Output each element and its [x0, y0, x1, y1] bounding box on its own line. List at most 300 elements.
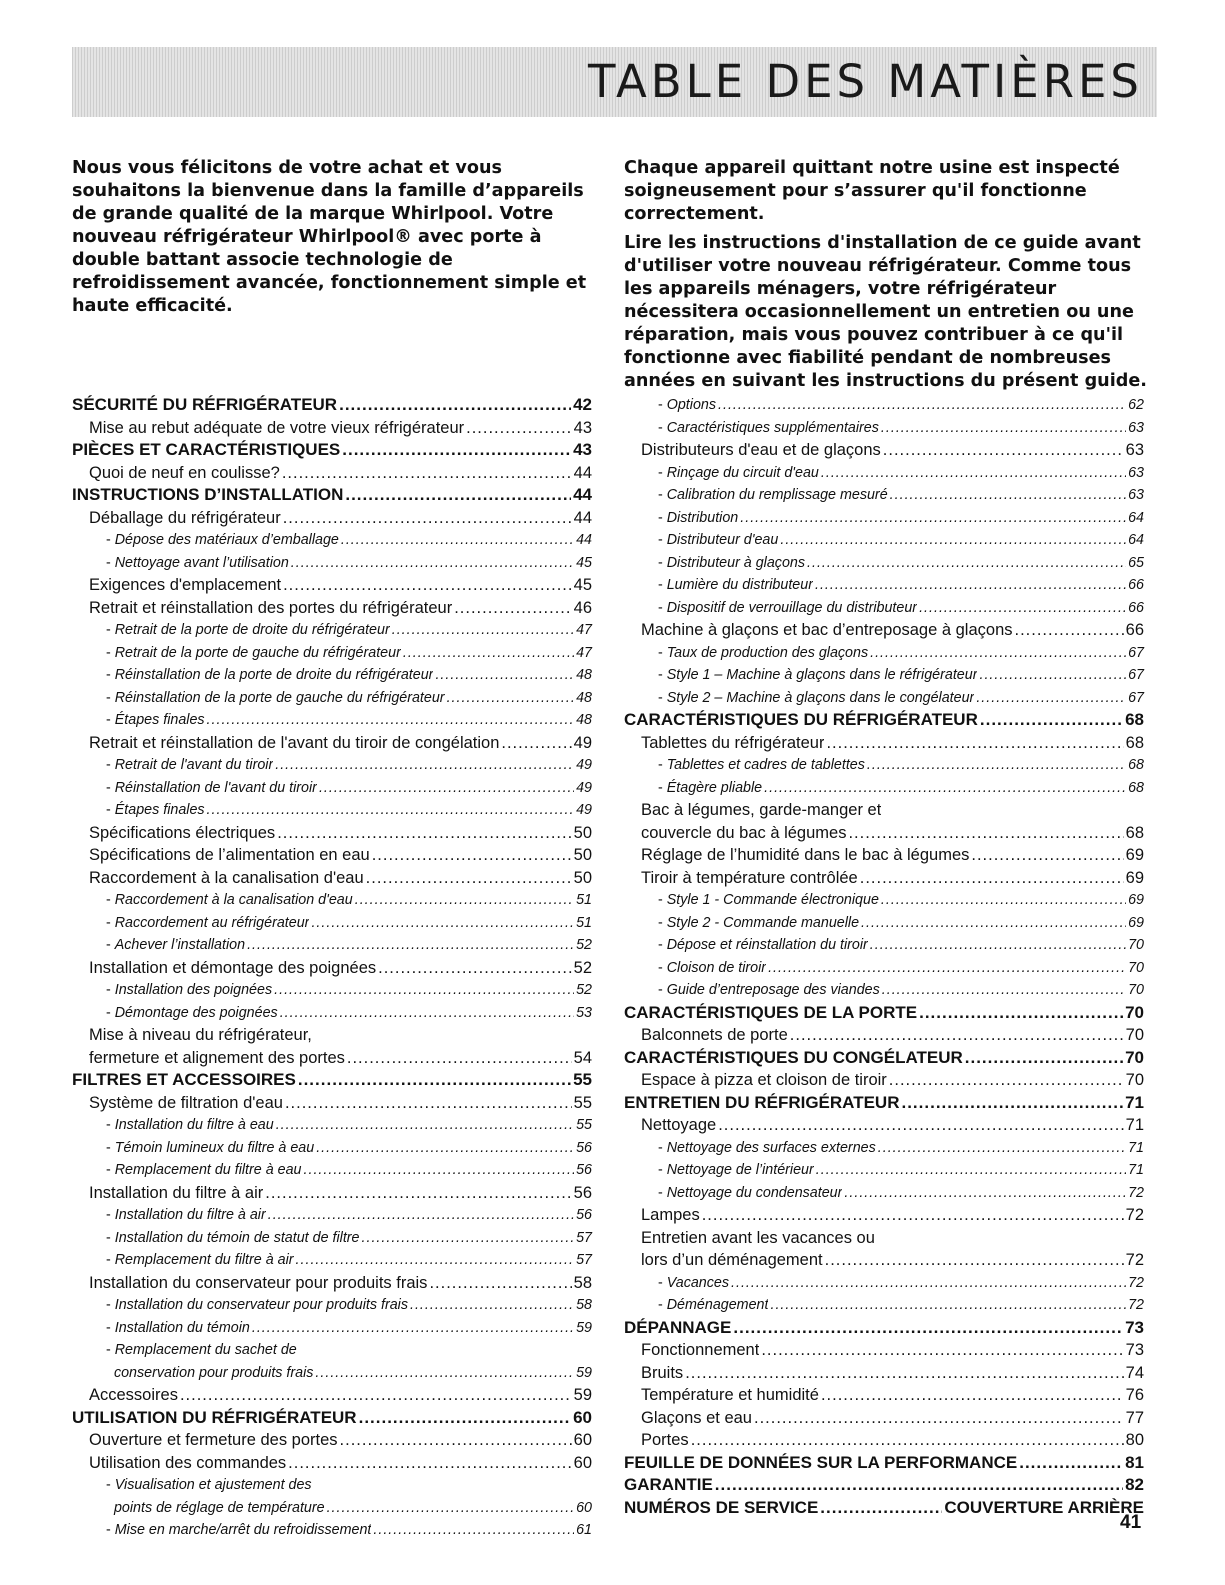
toc-subentry — [624, 934, 1144, 957]
toc-entry-page: 56 — [576, 1139, 592, 1156]
toc-dot-leader — [733, 1317, 1123, 1340]
toc-subentry — [624, 1182, 1144, 1205]
toc-entry-page: 72 — [1128, 1274, 1144, 1291]
toc-entry — [72, 844, 592, 867]
toc-entry-page: 71 — [1125, 1116, 1144, 1134]
toc-subentry — [72, 619, 592, 642]
toc-dot-leader — [207, 799, 575, 822]
toc-entry-page: 71 — [1128, 1139, 1144, 1156]
toc-entry-page: 50 — [573, 846, 592, 864]
toc-dot-leader — [691, 1429, 1124, 1452]
toc-dot-leader — [821, 1384, 1124, 1407]
toc-entry — [624, 1384, 1144, 1407]
toc-entry-page: 61 — [576, 1522, 592, 1538]
toc-entry-page: 59 — [576, 1319, 592, 1336]
toc-entry-page: 42 — [573, 395, 592, 414]
toc-dot-leader — [403, 642, 574, 665]
toc-entry-title: - Dépose et réinstallation du tiroir — [658, 934, 868, 957]
toc-dot-leader — [718, 1114, 1123, 1137]
toc-dot-leader — [761, 1339, 1123, 1362]
toc-dot-leader — [768, 957, 1126, 980]
toc-subentry — [72, 777, 592, 800]
toc-entry-page: 48 — [576, 667, 592, 683]
toc-dot-leader — [901, 1092, 1123, 1115]
toc-entry-title: Déballage du réfrigérateur — [89, 508, 281, 527]
toc-dot-leader — [702, 1204, 1124, 1227]
toc-dot-leader — [820, 1497, 942, 1520]
toc-subentry — [72, 1002, 592, 1025]
toc-entry-page: 76 — [1125, 1386, 1144, 1404]
toc-dot-leader — [919, 597, 1126, 620]
toc-entry-title: - Installation du témoin — [106, 1317, 250, 1340]
toc-subentry — [72, 934, 592, 957]
toc-subentry — [624, 754, 1144, 777]
toc-entry-page: 43 — [573, 418, 592, 437]
toc-entry-title: - Étapes finales — [106, 799, 205, 822]
toc-dot-leader — [342, 439, 571, 462]
toc-entry-page: 56 — [576, 1207, 592, 1223]
toc-entry-page: 70 — [1125, 1047, 1144, 1067]
toc-subentry — [624, 687, 1144, 710]
toc-dot-leader — [298, 1069, 571, 1092]
toc-section-heading — [624, 1047, 1144, 1070]
toc-entry-title: Installation et démontage des poignées — [89, 958, 377, 977]
toc-dot-leader — [291, 552, 574, 575]
toc-subentry — [72, 1317, 592, 1340]
toc-entry-title: NUMÉROS DE SERVICE — [624, 1497, 819, 1517]
toc-dot-leader — [372, 844, 572, 867]
toc-entry-title: GARANTIE — [624, 1475, 713, 1494]
toc-entry-title: - Remplacement du sachet de — [106, 1339, 297, 1362]
toc-entry-page: 67 — [1128, 644, 1144, 661]
toc-entry-title: - Nettoyage de l’intérieur — [658, 1159, 814, 1182]
toc-subentry — [72, 1137, 592, 1160]
toc-section-heading — [624, 1474, 1144, 1497]
toc-entry-page: 64 — [1128, 532, 1144, 548]
toc-entry-title: Mise au rebut adéquate de votre vieux réfrigérateur — [89, 418, 465, 437]
toc-entry-page: 44 — [573, 508, 592, 527]
toc-entry-title: - Style 1 - Commande électronique — [658, 889, 879, 912]
toc-entry-title: - Remplacement du filtre à air — [106, 1249, 294, 1272]
toc-subentry — [72, 552, 592, 575]
toc-dot-leader — [870, 934, 1126, 957]
toc-dot-leader — [780, 529, 1126, 552]
toc-entry-title: Portes — [641, 1431, 689, 1449]
toc-subentry — [72, 979, 592, 1002]
toc-entry-page: 52 — [576, 982, 592, 998]
toc-dot-leader — [454, 597, 571, 620]
toc-dot-leader — [685, 1362, 1123, 1385]
toc-entry-page: 67 — [1128, 667, 1144, 683]
toc-entry-title: - Visualisation et ajustement des — [106, 1474, 312, 1497]
toc-entry-page: COUVERTURE ARRIÈRE — [944, 1497, 1144, 1517]
toc-dot-leader — [366, 867, 572, 890]
toc-entry-title: - Installation des poignées — [106, 979, 272, 1002]
toc-dot-leader — [715, 1474, 1123, 1497]
toc-entry-page: 49 — [576, 779, 592, 796]
toc-entry-title: couvercle du bac à légumes — [641, 823, 847, 842]
toc-entry-title: conservation pour produits frais — [113, 1364, 314, 1381]
toc-entry — [72, 507, 592, 530]
toc-subentry — [72, 709, 592, 732]
toc-entry-title: - Déménagement — [658, 1294, 768, 1317]
toc-dot-leader — [860, 867, 1124, 890]
toc-entry-title: - Distribution — [658, 507, 738, 530]
toc-entry-page: 70 — [1125, 1002, 1144, 1022]
toc-entry-page: 59 — [573, 1386, 592, 1404]
toc-entry-page: 71 — [1125, 1092, 1144, 1112]
toc-entry-title: - Dépose des matériaux d’emballage — [106, 529, 339, 552]
toc-entry-page: 66 — [1128, 577, 1144, 593]
toc-entry-page: 64 — [1128, 509, 1144, 526]
toc-entry — [624, 1114, 1144, 1137]
toc-subentry — [72, 1159, 592, 1182]
toc-subentry — [72, 642, 592, 665]
toc-dot-leader — [790, 1024, 1124, 1047]
toc-entry-page: 55 — [576, 1117, 592, 1133]
toc-entry-title: - Caractéristiques supplémentaires — [658, 417, 879, 440]
toc-entry-title: Installation du conservateur pour produits frais — [89, 1273, 428, 1292]
toc-entry-title: - Installation du témoin de statut de filtre — [106, 1227, 360, 1250]
toc-entry-title: fermeture et alignement des portes — [89, 1048, 345, 1067]
toc-entry-title: Espace à pizza et cloison de tiroir — [641, 1071, 887, 1089]
toc-entry — [72, 732, 592, 755]
toc-dot-leader — [311, 912, 574, 935]
toc-entry-page: 58 — [576, 1297, 592, 1313]
toc-entry-title: - Tablettes et cadres de tablettes — [658, 754, 865, 777]
toc-entry-page: 69 — [1128, 914, 1144, 931]
toc-subentry — [624, 979, 1144, 1002]
toc-dot-leader — [867, 754, 1126, 777]
toc-entry-title: Tiroir à température contrôlée — [641, 868, 858, 887]
toc-entry-title: Retrait et réinstallation des portes du réfrigérateur — [89, 598, 453, 617]
toc-entry-page: 44 — [573, 463, 592, 482]
toc-subentry — [624, 1272, 1144, 1295]
toc-entry — [624, 1362, 1144, 1385]
toc-dot-leader — [844, 1182, 1126, 1205]
toc-entry-title: PIÈCES ET CARACTÉRISTIQUES — [72, 440, 341, 459]
toc-dot-leader — [315, 1362, 574, 1385]
toc-dot-leader — [764, 777, 1126, 800]
toc-entry-page: 68 — [1128, 757, 1144, 773]
toc-dot-leader — [345, 484, 571, 507]
toc-dot-leader — [848, 822, 1123, 845]
toc-dot-leader — [429, 1272, 571, 1295]
toc-dot-leader — [252, 1317, 574, 1340]
toc-entry-page: 65 — [1128, 554, 1144, 571]
toc-dot-leader — [825, 1249, 1124, 1272]
toc-dot-leader — [275, 754, 574, 777]
toc-dot-leader — [740, 507, 1126, 530]
toc-subentry — [624, 417, 1144, 440]
toc-entry-page: 44 — [573, 485, 592, 504]
toc-entry-page: 68 — [1125, 823, 1144, 842]
toc-dot-leader — [976, 687, 1126, 710]
toc-entry-title: - Rinçage du circuit d'eau — [658, 462, 819, 485]
toc-subentry — [624, 1137, 1144, 1160]
toc-dot-leader — [280, 1002, 574, 1025]
toc-dot-leader — [327, 1497, 575, 1520]
toc-entry-title: - Installation du conservateur pour produits frais — [106, 1294, 408, 1317]
toc-entry-title: - Vacances — [658, 1272, 729, 1295]
toc-dot-leader — [283, 507, 572, 530]
toc-entry-title: Installation du filtre à air — [89, 1183, 264, 1202]
toc-dot-leader — [731, 1272, 1126, 1295]
toc-entry — [624, 1069, 1144, 1092]
toc-dot-leader — [979, 664, 1126, 687]
toc-dot-leader — [881, 889, 1126, 912]
toc-entry-page: 63 — [1125, 441, 1144, 459]
toc-entry-page: 48 — [576, 689, 592, 706]
toc-dot-leader — [466, 417, 572, 440]
toc-entry-page: 43 — [573, 440, 592, 459]
toc-dot-leader — [965, 1047, 1123, 1070]
toc-dot-leader — [359, 1407, 571, 1430]
toc-subentry — [624, 484, 1144, 507]
toc-entry — [72, 1182, 592, 1205]
toc-entry-page: 50 — [573, 823, 592, 842]
toc-dot-leader — [919, 1002, 1123, 1025]
toc-entry-title: - Retrait de la porte de gauche du réfrigérateur — [106, 642, 401, 665]
toc-entry-title: Bac à légumes, garde-manger et — [641, 801, 882, 819]
toc-entry-page: 49 — [573, 733, 592, 752]
toc-entry-page: 72 — [1125, 1206, 1144, 1224]
toc-entry — [72, 1272, 592, 1295]
toc-subentry — [72, 754, 592, 777]
toc-subentry — [72, 1227, 592, 1250]
toc-entry-title: - Retrait de l'avant du tiroir — [106, 754, 273, 777]
toc-dot-leader — [340, 1429, 572, 1452]
toc-entry-title: - Mise en marche/arrêt du refroidissement — [106, 1519, 371, 1542]
toc-dot-leader — [821, 462, 1126, 485]
toc-dot-leader — [881, 417, 1126, 440]
toc-dot-leader — [501, 732, 571, 755]
toc-entry — [624, 844, 1144, 867]
toc-entry-title: Raccordement à la canalisation d'eau — [89, 868, 364, 887]
toc-entry-page: 71 — [1128, 1162, 1144, 1178]
toc-dot-leader — [807, 552, 1126, 575]
toc-dot-leader — [882, 979, 1126, 1002]
toc-section-heading — [624, 1092, 1144, 1115]
toc-entry-title: INSTRUCTIONS D’INSTALLATION — [72, 485, 344, 504]
toc-entry-title: - Calibration du remplissage mesuré — [658, 484, 888, 507]
toc-entry-page: 52 — [573, 958, 592, 977]
toc-entry — [624, 1339, 1144, 1362]
toc-entry-title: Distributeurs d'eau et de glaçons — [641, 441, 881, 459]
toc-entry-title: - Achever l’installation — [106, 934, 245, 957]
toc-entry-page: 57 — [576, 1252, 592, 1268]
toc-subentry — [72, 1362, 592, 1385]
toc-entry-page: 68 — [1128, 779, 1144, 796]
toc-entry-title: CARACTÉRISTIQUES DU CONGÉLATEUR — [624, 1047, 963, 1067]
toc-entry-page: 45 — [576, 554, 592, 571]
toc-entry-title: lors d’un déménagement — [641, 1251, 823, 1269]
toc-entry-title: Entretien avant les vacances ou — [641, 1228, 875, 1247]
toc-subentry — [624, 394, 1144, 417]
toc-subentry — [624, 1294, 1144, 1317]
toc-entry-title: Spécifications électriques — [89, 823, 276, 842]
toc-dot-leader — [319, 777, 574, 800]
toc-entry-page: 72 — [1128, 1184, 1144, 1201]
toc-entry — [624, 732, 1144, 755]
toc-entry-title: - Installation du filtre à eau — [106, 1114, 274, 1137]
toc-entry-title: - Démontage des poignées — [106, 1002, 278, 1025]
toc-entry-page: 51 — [576, 892, 592, 908]
toc-entry-title: Exigences d'emplacement — [89, 576, 282, 594]
toc-dot-leader — [355, 889, 574, 912]
toc-entry-page: 63 — [1128, 419, 1144, 436]
toc-subentry — [624, 912, 1144, 935]
toc-section-heading — [72, 394, 592, 417]
toc-entry-title: - Étapes finales — [106, 709, 205, 732]
toc-entry-page: 70 — [1128, 937, 1144, 953]
toc-entry-page: 72 — [1125, 1251, 1144, 1269]
toc-entry-page: 56 — [576, 1162, 592, 1178]
intro-welcome-paragraph: Nous vous félicitons de votre achat et vous souhaitons la bienvenue dans la famille d’appareils de grande qualité de la marque Whirlpool. Votre nouveau réfrigérateur Whirlpool® avec porte à double battant associe technologie de refroidissement avancée, fonctionnement simple et haute efficacité. — [72, 158, 587, 316]
toc-subentry — [72, 889, 592, 912]
toc-entry — [624, 439, 1144, 462]
toc-dot-leader — [247, 934, 574, 957]
toc-entry-page: 68 — [1125, 710, 1144, 729]
toc-entry — [72, 1452, 592, 1475]
toc-dot-leader — [815, 574, 1126, 597]
toc-entry-page: 58 — [573, 1273, 592, 1292]
toc-entry — [72, 462, 592, 485]
toc-entry-title: CARACTÉRISTIQUES DE LA PORTE — [624, 1002, 918, 1022]
toc-entry — [624, 799, 1144, 822]
toc-entry-page: 70 — [1128, 982, 1144, 998]
toc-dot-leader — [373, 1519, 574, 1542]
toc-dot-leader — [435, 664, 574, 687]
toc-subentry — [72, 1519, 592, 1542]
toc-dot-leader — [754, 1407, 1124, 1430]
toc-entry-title: - Style 2 – Machine à glaçons dans le congélateur — [658, 687, 974, 710]
toc-entry-title: Mise à niveau du réfrigérateur, — [89, 1026, 312, 1044]
toc-entry — [72, 822, 592, 845]
toc-subentry — [72, 529, 592, 552]
toc-entry — [72, 957, 592, 980]
toc-entry-page: 59 — [576, 1364, 592, 1381]
toc-entry-page: 69 — [1128, 892, 1144, 908]
toc-entry-page: 73 — [1125, 1341, 1144, 1359]
toc-entry-page: 63 — [1128, 464, 1144, 481]
toc-entry-page: 51 — [576, 914, 592, 931]
toc-entry-page: 47 — [576, 622, 592, 638]
toc-subentry — [72, 1294, 592, 1317]
toc-dot-leader — [861, 912, 1126, 935]
toc-dot-leader — [285, 1092, 572, 1115]
toc-entry-page: 45 — [573, 576, 592, 594]
toc-entry — [72, 574, 592, 597]
toc-dot-leader — [870, 642, 1126, 665]
toc-subentry — [72, 1339, 592, 1362]
toc-entry-title: Réglage de l’humidité dans le bac à légumes — [641, 846, 970, 864]
toc-subentry — [624, 529, 1144, 552]
toc-dot-leader — [347, 1047, 572, 1070]
page-number: 41 — [1120, 1512, 1142, 1533]
toc-entry-title: - Nettoyage du condensateur — [658, 1182, 842, 1205]
toc-entry-page: 77 — [1125, 1408, 1144, 1427]
toc-subentry — [624, 597, 1144, 620]
toc-entry-title: Utilisation des commandes — [89, 1453, 287, 1472]
toc-subentry — [624, 507, 1144, 530]
toc-entry — [72, 597, 592, 620]
toc-entry-page: 60 — [573, 1431, 592, 1449]
toc-dot-leader — [277, 822, 571, 845]
toc-entry-page: 49 — [576, 757, 592, 773]
toc-entry-title: - Raccordement à la canalisation d'eau — [106, 889, 353, 912]
toc-entry-page: 47 — [576, 644, 592, 661]
toc-entry-title: - Style 2 - Commande manuelle — [658, 912, 859, 935]
toc-entry-page: 70 — [1125, 1026, 1144, 1044]
toc-entry-title: - Raccordement au réfrigérateur — [106, 912, 309, 935]
toc-dot-leader — [207, 709, 575, 732]
toc-entry-title: CARACTÉRISTIQUES DU RÉFRIGÉRATEUR — [624, 710, 978, 729]
toc-dot-leader — [282, 462, 572, 485]
toc-entry-page: 54 — [573, 1048, 592, 1067]
toc-section-heading — [72, 484, 592, 507]
toc-entry-title: Ouverture et fermeture des portes — [89, 1431, 338, 1449]
toc-entry-title: - Taux de production des glaçons — [658, 642, 868, 665]
toc-entry-title: DÉPANNAGE — [624, 1317, 732, 1337]
page-title: TABLE DES MATIÈRES — [588, 55, 1143, 108]
toc-dot-leader — [316, 1137, 574, 1160]
toc-dot-leader — [410, 1294, 574, 1317]
toc-entry-title: Retrait et réinstallation de l'avant du tiroir de congélation — [89, 733, 500, 752]
toc-dot-leader — [878, 1137, 1126, 1160]
toc-entry — [72, 867, 592, 890]
toc-entry — [72, 1384, 592, 1407]
toc-entry-page: 49 — [576, 802, 592, 818]
toc-entry-title: Balconnets de porte — [641, 1026, 788, 1044]
toc-subentry — [624, 957, 1144, 980]
toc-entry-page: 60 — [573, 1407, 592, 1427]
toc-entry-page: 69 — [1125, 846, 1144, 864]
toc-subentry — [624, 642, 1144, 665]
toc-entry-page: 70 — [1128, 959, 1144, 976]
toc-dot-leader — [288, 1452, 571, 1475]
toc-section-heading — [72, 1407, 592, 1430]
toc-entry-page: 62 — [1128, 397, 1144, 413]
toc-entry-title: points de réglage de température — [113, 1499, 325, 1516]
toc-entry-title: Machine à glaçons et bac d’entreposage à glaçons — [641, 621, 1013, 639]
toc-entry-title: - Nettoyage avant l’utilisation — [106, 552, 289, 575]
toc-entry-title: - Remplacement du filtre à eau — [106, 1159, 302, 1182]
toc-section-heading — [72, 439, 592, 462]
toc-entry-title: Fonctionnement — [641, 1341, 760, 1359]
toc-entry-title: Bruits — [641, 1363, 684, 1382]
toc-right-column — [624, 394, 1144, 1519]
toc-section-heading — [624, 1002, 1144, 1025]
toc-entry-title: Accessoires — [89, 1386, 178, 1404]
toc-subentry — [72, 912, 592, 935]
toc-subentry — [624, 889, 1144, 912]
toc-dot-leader — [341, 529, 574, 552]
toc-dot-leader — [304, 1159, 575, 1182]
toc-dot-leader — [274, 979, 574, 1002]
toc-entry-title: Système de filtration d'eau — [89, 1093, 283, 1112]
toc-dot-leader — [890, 484, 1126, 507]
toc-entry-title: FEUILLE DE DONNÉES SUR LA PERFORMANCE — [624, 1452, 1018, 1472]
toc-entry-title: Quoi de neuf en coulisse? — [89, 463, 280, 482]
toc-entry-page: 50 — [573, 868, 592, 887]
toc-entry-page: 72 — [1128, 1297, 1144, 1313]
toc-dot-leader — [268, 1204, 574, 1227]
toc-entry-page: 55 — [573, 1093, 592, 1112]
toc-dot-leader — [816, 1159, 1126, 1182]
toc-entry-page: 73 — [1125, 1317, 1144, 1337]
toc-entry-page: 66 — [1125, 621, 1144, 639]
